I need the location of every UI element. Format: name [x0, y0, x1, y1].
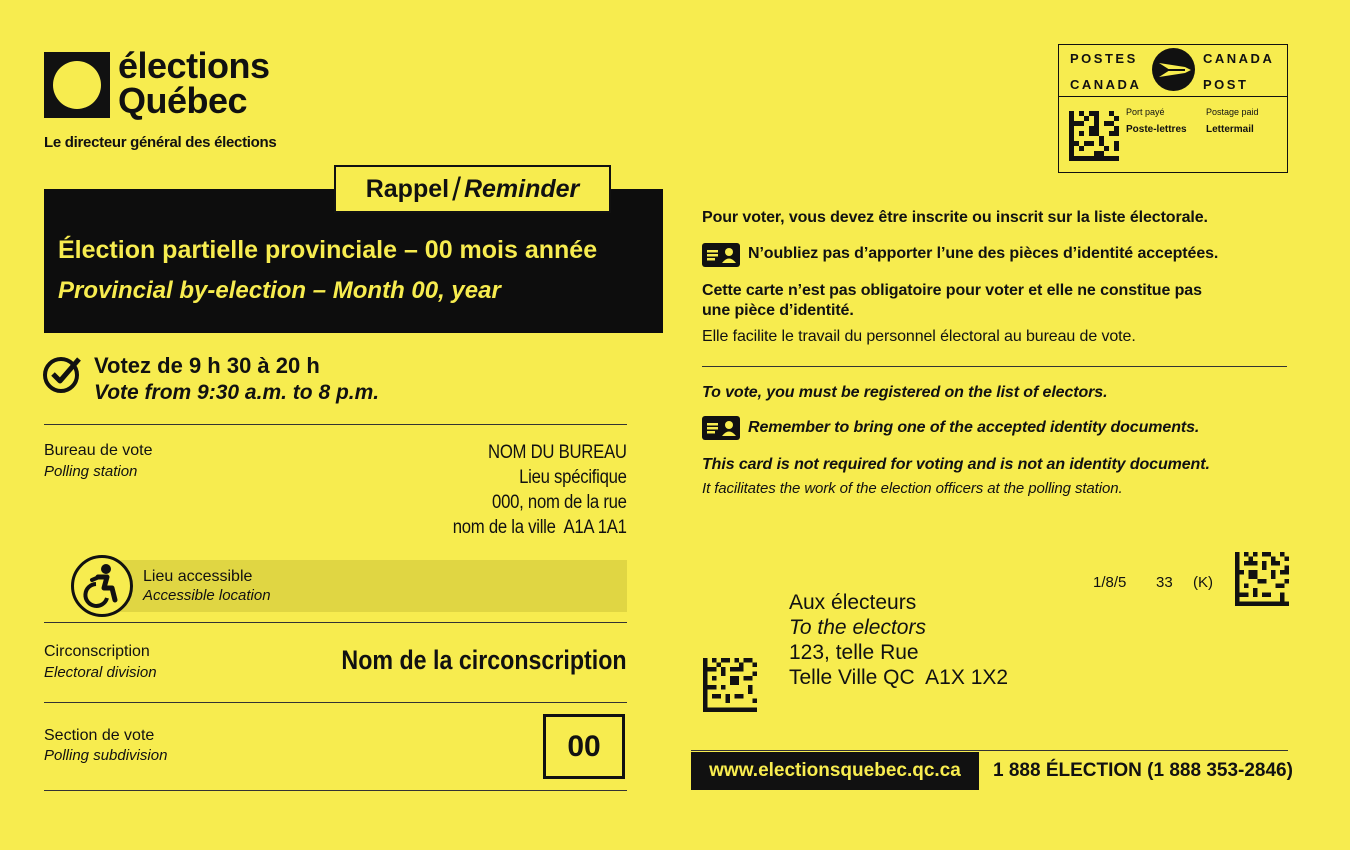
info-en-facilitates: It facilitates the work of the election officers at the polling station.: [702, 480, 1123, 497]
logo-mark: [44, 52, 110, 118]
recipient-line-1: Aux électeurs: [789, 591, 917, 614]
id-card-icon: [702, 243, 740, 267]
info-fr-card-note: Cette carte n’est pas obligatoire pour voter et elle ne constitue pas: [702, 282, 1202, 299]
info-fr-registration: Pour voter, vous devez être inscrite ou inscrit sur la liste électorale.: [702, 209, 1208, 226]
datamatrix-code-icon: [703, 658, 757, 712]
address-line: NOM DU BUREAU: [488, 442, 627, 463]
recipient-street: 123, telle Rue: [789, 641, 919, 664]
logo-wordmark: [118, 45, 270, 121]
stamp-post: POST: [1203, 77, 1249, 92]
info-en-bring-id: Remember to bring one of the accepted identity documents.: [748, 419, 1200, 436]
divider: [44, 622, 627, 623]
info-fr-facilitates: Elle facilite le travail du personnel électoral au bureau de vote.: [702, 328, 1136, 345]
election-title-fr: Élection partielle provinciale – 00 mois année: [58, 236, 598, 264]
address-line: Lieu spécifique: [519, 467, 627, 488]
info-en-registration: To vote, you must be registered on the list of electors.: [702, 384, 1108, 401]
election-title-en: Provincial by-election – Month 00, year: [58, 277, 501, 304]
stamp-barcode-icon: [1069, 111, 1119, 161]
division-name: Nom de la circonscription: [341, 645, 627, 675]
polling-station-label-en: Polling station: [44, 463, 138, 480]
voting-hours-fr: Votez de 9 h 30 à 20 h: [94, 353, 320, 378]
datamatrix-code-icon: [1235, 552, 1289, 606]
check-circle-icon: [42, 354, 82, 394]
accessible-label-en: Accessible location: [143, 587, 271, 604]
address-line: 000, nom de la rue: [492, 492, 627, 513]
reminder-tag-en: Reminder: [463, 174, 580, 203]
polling-station-label-fr: Bureau de vote: [44, 442, 153, 459]
info-en-card-note: This card is not required for voting and is not an identity document.: [702, 456, 1210, 473]
polling-station-address: [453, 440, 627, 540]
info-fr-card-note-2: une pièce d’identité.: [702, 302, 854, 319]
address-line: nom de la ville A1A 1A1: [453, 517, 627, 538]
phone-number[interactable]: 1 888 ÉLECTION (1 888 353-2846): [993, 760, 1293, 781]
division-label-en: Electoral division: [44, 664, 157, 681]
brand-subtitle: Le directeur général des élections: [44, 134, 277, 151]
reminder-tag: Rappel / Reminder: [334, 165, 611, 213]
mail-code-letter: (K): [1193, 574, 1213, 591]
mail-code-number: 33: [1156, 574, 1173, 591]
stamp-postage-paid: Postage paid: [1206, 107, 1259, 117]
reminder-tag-fr: Rappel: [365, 174, 450, 203]
subdivision-label-fr: Section de vote: [44, 727, 155, 744]
stamp-poste-lettres: Poste-lettres: [1126, 124, 1187, 135]
website-url[interactable]: www.electionsquebec.qc.ca: [691, 752, 979, 790]
mail-code-route: 1/8/5: [1093, 574, 1127, 591]
wheelchair-icon: [71, 555, 133, 617]
divider: [691, 750, 1288, 751]
voting-hours-en: Vote from 9:30 a.m. to 8 p.m.: [94, 381, 380, 404]
subdivision-number: 00: [543, 714, 625, 779]
recipient-city: Telle Ville QC A1X 1X2: [789, 666, 1009, 689]
divider: [702, 366, 1287, 367]
divider: [44, 702, 627, 703]
recipient-line-2: To the electors: [789, 616, 926, 639]
logo-line1: élections: [118, 45, 270, 86]
stamp-divider: [1059, 96, 1287, 97]
accessible-label-fr: Lieu accessible: [143, 568, 253, 585]
id-card-icon: [702, 416, 740, 440]
info-fr-bring-id: N’oubliez pas d’apporter l’une des pièces d’identité acceptées.: [748, 245, 1219, 262]
stamp-port-paye: Port payé: [1126, 107, 1165, 117]
division-label-fr: Circonscription: [44, 643, 150, 660]
stamp-canada-en: CANADA: [1203, 51, 1275, 66]
stamp-canada-fr: CANADA: [1070, 77, 1142, 92]
logo-line2: Québec: [118, 80, 248, 121]
subdivision-label-en: Polling subdivision: [44, 747, 168, 764]
stamp-postes: POSTES: [1070, 51, 1138, 66]
canada-post-logo-icon: [1152, 48, 1195, 91]
stamp-lettermail: Lettermail: [1206, 124, 1254, 135]
divider: [44, 790, 627, 791]
divider: [44, 424, 627, 425]
